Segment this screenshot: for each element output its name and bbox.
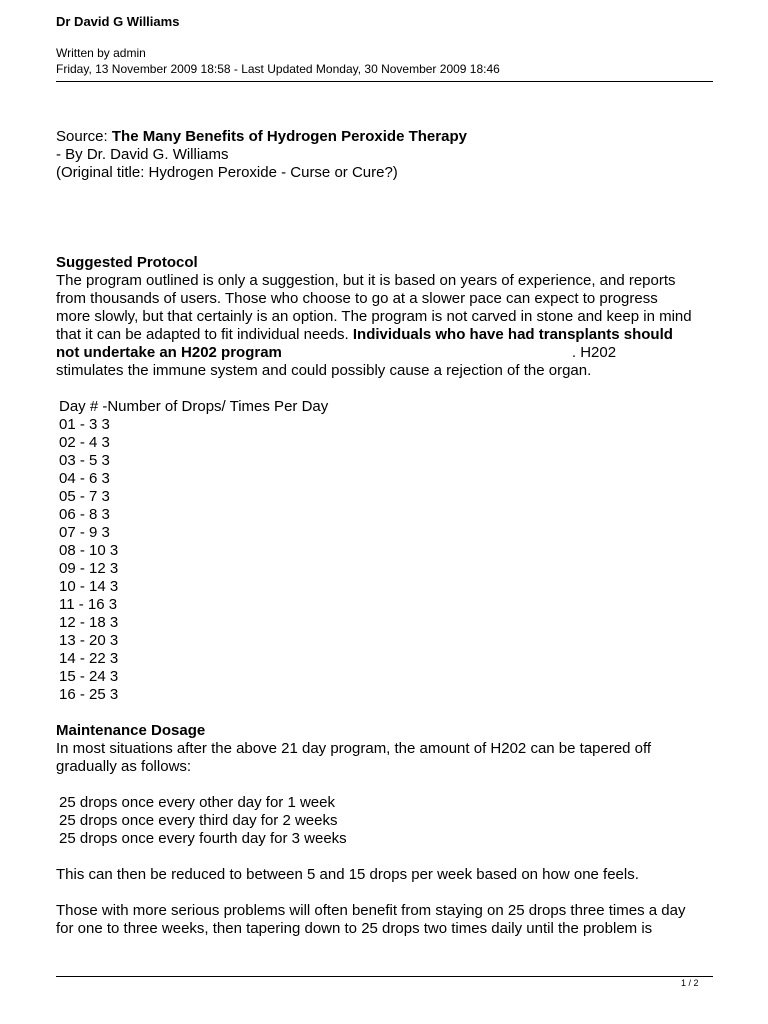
dosage-row: 16 - 25 3 xyxy=(59,686,119,703)
protocol-line-5 xyxy=(56,344,713,362)
dosage-row: 10 - 14 3 xyxy=(59,578,119,595)
source-label: Source: xyxy=(56,128,112,145)
spacer xyxy=(56,848,713,866)
spacer xyxy=(56,776,713,794)
maintenance-schedule-item: 25 drops once every fourth day for 3 weeks xyxy=(59,830,347,847)
protocol-line-5-plain: . H202 xyxy=(571,344,617,361)
protocol-heading: Suggested Protocol xyxy=(56,254,198,271)
dosage-row: 13 - 20 3 xyxy=(59,632,119,649)
page-number: 1 / 2 xyxy=(681,978,699,988)
protocol-line-4-plain: that it can be adapted to fit individual needs. xyxy=(56,326,353,343)
date-line: Friday, 13 November 2009 18:58 - Last Updated Monday, 30 November 2009 18:46 xyxy=(56,62,500,76)
dosage-row: 05 - 7 3 xyxy=(59,488,110,505)
maintenance-intro-line: In most situations after the above 21 day program, the amount of H202 can be tapered off xyxy=(56,740,652,757)
dosage-row: 09 - 12 3 xyxy=(59,560,119,577)
dosage-table-header: Day # -Number of Drops/ Times Per Day xyxy=(59,398,329,415)
dosage-row: 14 - 22 3 xyxy=(59,650,119,667)
dosage-row: 01 - 3 3 xyxy=(59,416,110,433)
protocol-intro-line: The program outlined is only a suggestion, but it is based on years of experience, and reports xyxy=(56,272,676,289)
protocol-line-4 xyxy=(56,326,713,344)
source-byline: - By Dr. David G. Williams xyxy=(56,146,229,163)
dosage-row: 06 - 8 3 xyxy=(59,506,110,523)
dosage-row: 08 - 10 3 xyxy=(59,542,119,559)
spacer xyxy=(56,704,713,722)
protocol-line-6: stimulates the immune system and could possibly cause a rejection of the organ. xyxy=(56,362,592,379)
dosage-row: 11 - 16 3 xyxy=(59,596,118,613)
footer-divider xyxy=(56,976,713,977)
serious-problems-line: for one to three weeks, then tapering down to 25 drops two times daily until the problem is xyxy=(56,920,653,937)
maintenance-reduce-line: This can then be reduced to between 5 and 15 drops per week based on how one feels. xyxy=(56,866,639,883)
article-body xyxy=(56,128,713,938)
protocol-intro-line: more slowly, but that certainly is an option. The program is not carved in stone and keep in mind xyxy=(56,308,692,325)
transplant-warning-part1: Individuals who have had transplants should xyxy=(352,326,673,343)
header-meta xyxy=(56,45,500,77)
source-title: The Many Benefits of Hydrogen Peroxide Therapy xyxy=(111,128,467,145)
dosage-row: 02 - 4 3 xyxy=(59,434,110,451)
maintenance-intro-line: gradually as follows: xyxy=(56,758,192,775)
dosage-row: 12 - 18 3 xyxy=(59,614,119,631)
dosage-row: 04 - 6 3 xyxy=(59,470,110,487)
maintenance-heading: Maintenance Dosage xyxy=(56,722,206,739)
author-line: Written by admin xyxy=(56,46,146,60)
spacer xyxy=(56,884,713,902)
maintenance-schedule-item: 25 drops once every other day for 1 week xyxy=(59,794,335,811)
serious-problems-line: Those with more serious problems will often benefit from staying on 25 drops three times a day xyxy=(56,902,686,919)
maintenance-schedule-item: 25 drops once every third day for 2 weeks xyxy=(59,812,338,829)
dosage-row: 07 - 9 3 xyxy=(59,524,110,541)
header-divider xyxy=(56,81,713,82)
spacer xyxy=(56,380,713,398)
transplant-warning-part2: not undertake an H202 program xyxy=(56,344,282,361)
header-title: Dr David G Williams xyxy=(56,14,180,29)
dosage-row: 03 - 5 3 xyxy=(59,452,110,469)
dosage-row: 15 - 24 3 xyxy=(59,668,119,685)
source-original-title: (Original title: Hydrogen Peroxide - Curse or Cure?) xyxy=(56,164,398,181)
protocol-intro-line: from thousands of users. Those who choose to go at a slower pace can expect to progress xyxy=(56,290,658,307)
source-line xyxy=(56,128,713,146)
spacer xyxy=(56,182,713,254)
